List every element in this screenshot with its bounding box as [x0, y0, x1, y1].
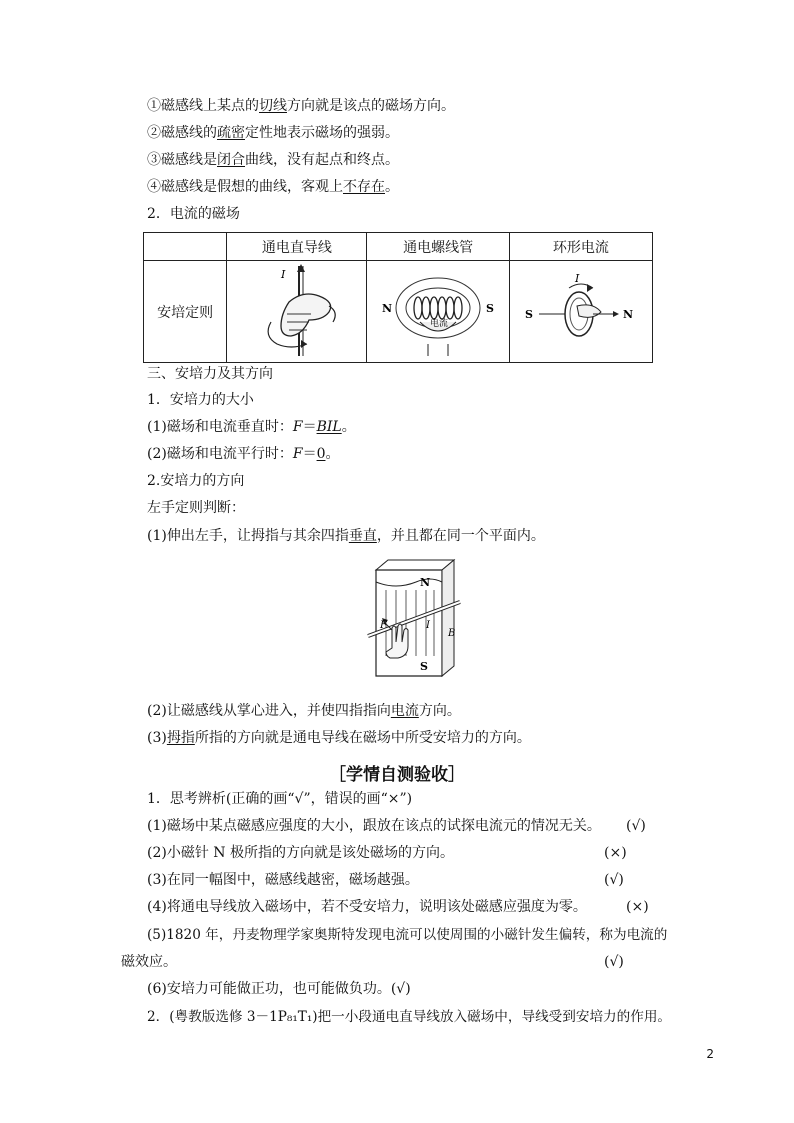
page-number: 2	[706, 1047, 714, 1061]
left-hand-rule-figure	[362, 556, 470, 688]
svg-text:电流: 电流	[430, 318, 449, 329]
svg-text:I: I	[280, 267, 286, 281]
ampere-rule-table	[143, 232, 653, 363]
statement-2: (2)小磁针 N 极所指的方向就是该处磁场的方向。	[147, 845, 454, 861]
svg-text:S: S	[524, 307, 533, 321]
rule-step-1: (1)伸出左手，让拇指与其余四指垂直，并且都在同一个平面内。	[147, 528, 545, 544]
svg-text:N: N	[622, 307, 633, 321]
statement-6: (6)安培力可能做正功，也可能做负功。(√)	[147, 981, 411, 997]
mark-2: (×)	[604, 845, 627, 861]
self-test-title: ［学情自测验收］	[329, 765, 465, 785]
question-2: 2．(粤教版选修 3－1P₈₁T₁)把一小段通电直导线放入磁场中，导线受到安培力的作用。	[147, 1009, 672, 1025]
perpendicular-case: (1)磁场和电流垂直时：F＝BIL。	[147, 419, 356, 435]
statement-4: (4)将通电导线放入磁场中，若不受安培力，说明该处磁感应强度为零。	[147, 899, 587, 915]
left-hand-rule: 左手定则判断：	[147, 500, 245, 516]
svg-text:F: F	[380, 620, 387, 631]
parallel-case: (2)磁场和电流平行时：F＝0。	[147, 446, 340, 462]
statement-5-cont: 磁效应。	[121, 954, 177, 970]
section-ampere-force: 三、安培力及其方向	[147, 366, 273, 382]
sub-direction: 2.安培力的方向	[147, 473, 245, 489]
solenoid-icon	[376, 262, 500, 358]
header-loop: 环形电流	[509, 233, 652, 261]
loop-current-icon	[519, 262, 643, 358]
rule-step-2: (2)让磁感线从掌心进入，并使四指指向电流方向。	[147, 703, 461, 719]
svg-text:N: N	[382, 301, 393, 315]
svg-text:I: I	[426, 620, 430, 631]
svg-text:S: S	[420, 660, 428, 673]
mark-4: (×)	[626, 899, 649, 915]
mark-5: (√)	[604, 954, 624, 970]
mark-1: (√)	[626, 818, 646, 834]
heading-current-field: 2．电流的磁场	[147, 206, 240, 222]
row-label-ampere: 安培定则	[144, 261, 227, 363]
figure-loop-current	[509, 261, 652, 363]
right-hand-wire-icon	[237, 262, 357, 358]
statement-5: (5)1820 年，丹麦物理学家奥斯特发现电流可以使周围的小磁针发生偏转，称为电流的	[147, 927, 668, 943]
svg-text:I: I	[574, 271, 580, 285]
mark-3: (√)	[604, 872, 624, 888]
svg-text:B: B	[448, 628, 456, 639]
item-tangent: ①磁感线上某点的切线方向就是该点的磁场方向。	[147, 98, 455, 114]
question-1: 1．思考辨析(正确的画“√”，错误的画“×”)	[147, 791, 413, 807]
rule-step-3: (3)拇指所指的方向就是通电导线在磁场中所受安培力的方向。	[147, 730, 531, 746]
table-corner	[144, 233, 227, 261]
statement-1: (1)磁场中某点磁感应强度的大小，跟放在该点的试探电流元的情况无关。	[147, 818, 601, 834]
svg-text:S: S	[486, 301, 495, 315]
figure-solenoid	[367, 261, 509, 363]
item-closed: ③磁感线是闭合曲线，没有起点和终点。	[147, 152, 399, 168]
svg-text:N: N	[420, 576, 431, 589]
item-imaginary: ④磁感线是假想的曲线，客观上不存在。	[147, 179, 399, 195]
statement-3: (3)在同一幅图中，磁感线越密，磁场越强。	[147, 872, 419, 888]
figure-straight-wire	[227, 261, 367, 363]
sub-magnitude: 1．安培力的大小	[147, 392, 254, 408]
item-density: ②磁感线的疏密定性地表示磁场的强弱。	[147, 125, 399, 141]
header-straight-wire: 通电直导线	[227, 233, 367, 261]
header-solenoid: 通电螺线管	[367, 233, 509, 261]
